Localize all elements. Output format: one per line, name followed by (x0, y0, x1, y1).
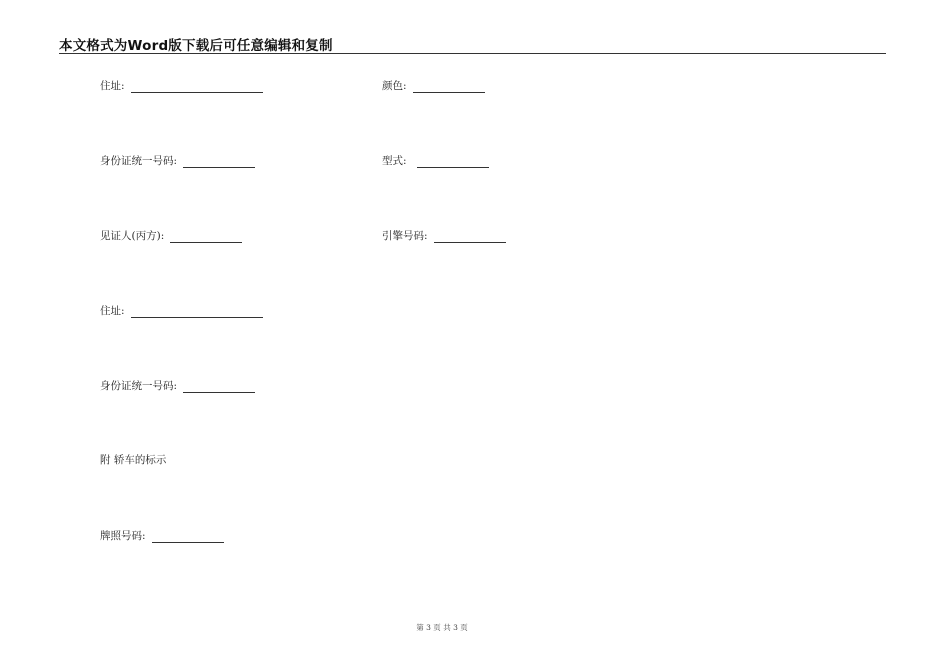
witness-id-field (100, 379, 255, 393)
buyer-address-blank[interactable] (131, 81, 263, 93)
header-divider (59, 53, 886, 54)
buyer-address-field (100, 79, 263, 93)
model-type-blank[interactable] (417, 156, 489, 168)
witness-id-label: 身份证统一号码: (100, 380, 178, 392)
witness-blank[interactable] (170, 231, 242, 243)
witness-id-blank[interactable] (183, 381, 255, 393)
witness-field (100, 229, 242, 243)
buyer-id-label: 身份证统一号码: (100, 155, 178, 167)
buyer-id-blank[interactable] (183, 156, 255, 168)
plate-number-blank[interactable] (152, 531, 224, 543)
witness-address-blank[interactable] (131, 306, 263, 318)
plate-number-field (100, 529, 224, 543)
page-number-footer: 第 3 页 共 3 页 (416, 623, 468, 632)
model-type-field (382, 154, 489, 168)
witness-address-field (100, 304, 263, 318)
buyer-id-field (100, 154, 255, 168)
plate-number-label: 牌照号码: (100, 530, 146, 542)
engine-number-field (382, 229, 506, 243)
engine-number-label: 引擎号码: (382, 230, 428, 242)
color-label: 颜色: (382, 80, 407, 92)
color-blank[interactable] (413, 81, 485, 93)
section-title-vehicle-id: 附 轿车的标示 (100, 454, 167, 466)
page-header-title: 本文格式为Word版下载后可任意编辑和复制 (59, 38, 333, 54)
witness-address-label: 住址: (100, 305, 125, 317)
color-field (382, 79, 485, 93)
model-type-label: 型式: (382, 155, 407, 167)
buyer-address-label: 住址: (100, 80, 125, 92)
engine-number-blank[interactable] (434, 231, 506, 243)
witness-label: 见证人(丙方): (100, 230, 165, 242)
